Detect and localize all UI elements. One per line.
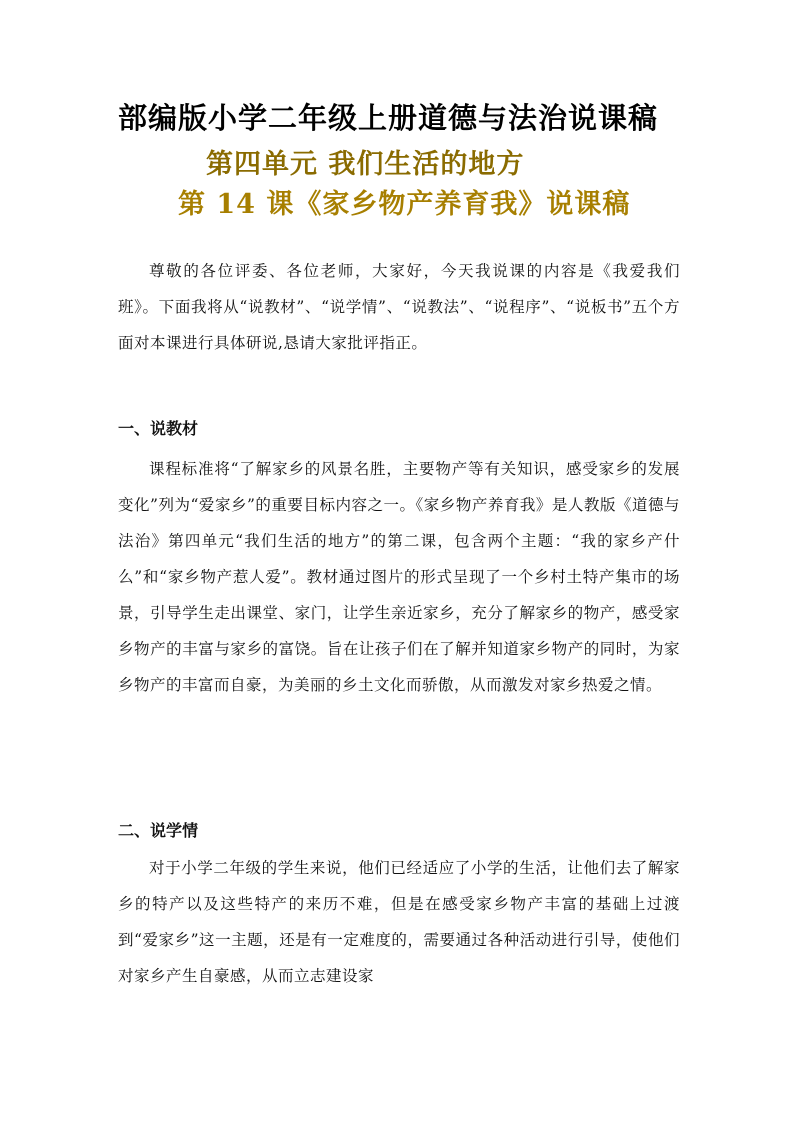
intro-paragraph: 尊敬的各位评委、各位老师，大家好，今天我说课的内容是《我爱我们班》。下面我将从“说教材”、“说学情”、“说教法”、“说程序”、“说板书”五个方面对本课进行具体研说,恳请大家批评指正。 <box>118 262 680 352</box>
section-body-textbook: 课程标准将“了解家乡的风景名胜，主要物产等有关知识，感受家乡的发展变化”列为“爱家乡”的重要目标内容之一。《家乡物产养育我》是人教版《道德与法治》第四单元“我们生活的地方”的第二课，包含两个主题：“我的家乡产什么”和“家乡物产惹人爱”。教材通过图片的形式呈现了一个乡村土特产集市的场景，引导学生走出课堂、家门，让学生亲近家乡，充分了解家乡的物产，感受家乡物产的丰富与家乡的富饶。旨在让孩子们在了解并知道家乡物产的同时，为家乡物产的丰富而自豪，为美丽的乡土文化而骄傲，从而激发对家乡热爱之情。 <box>118 460 680 694</box>
document-title: 部编版小学二年级上册道德与法治说课稿 <box>118 101 659 135</box>
section-heading-students: 二、说学情 <box>118 821 199 840</box>
section-body-students: 对于小学二年级的学生来说，他们已经适应了小学的生活，让他们去了解家乡的特产以及这些特产的来历不难，但是在感受家乡物产丰富的基础上过渡到“爱家乡”这一主题，还是有一定难度的，需要通过各种活动进行引导，使他们对家乡产生自豪感，从而立志建设家 <box>118 859 680 985</box>
unit-title: 第四单元 我们生活的地方 <box>206 149 525 180</box>
lesson-title: 第 14 课《家乡物产养育我》说课稿 <box>178 189 631 220</box>
section-heading-textbook: 一、说教材 <box>118 419 199 438</box>
